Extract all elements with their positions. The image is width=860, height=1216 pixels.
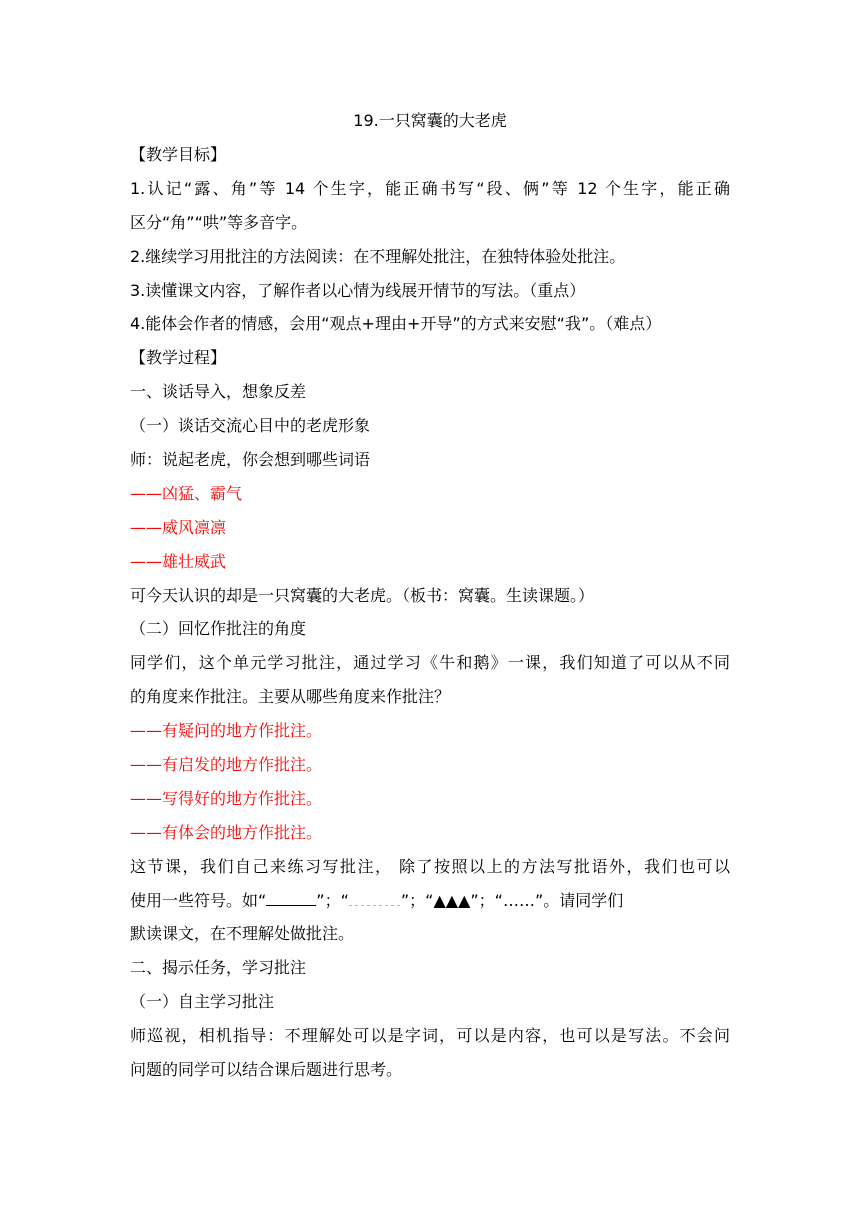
objective-2: 2.继续学习用批注的方法阅读：在不理解处批注，在独特体验处批注。 xyxy=(130,246,626,266)
underline-symbol xyxy=(266,890,316,905)
objective-1-line-1: 1.认记“露、角”等 14 个生字，能正确书写“段、俩”等 12 个生字，能正确 xyxy=(130,178,730,198)
teacher-question: 师：说起老虎，你会想到哪些词语 xyxy=(130,450,371,470)
recall-paragraph-line-2: 的角度来作批注。主要从哪些角度来作批注？ xyxy=(130,687,451,707)
section-2-1-heading: （一）自主学习批注 xyxy=(130,992,275,1012)
practice-paragraph-line-1: 这节课，我们自己来练习写批注， 除了按照以上的方法写批语外，我们也可以 xyxy=(130,856,730,876)
objective-4: 4.能体会作者的情感，会用“观点+理由+开导”的方式来安慰“我”。（难点） xyxy=(130,314,662,334)
section-1-1-heading: （一）谈话交流心目中的老虎形象 xyxy=(130,416,371,436)
wavy-underline-symbol xyxy=(349,891,401,905)
section-1-heading: 一、谈话导入，想象反差 xyxy=(130,382,307,402)
annotation-angle: ——有启发的地方作批注。 xyxy=(130,755,323,775)
answer-word: ——凶猛、霸气 xyxy=(130,483,243,503)
practice-text: ”；“ xyxy=(316,890,349,910)
practice-paragraph-line-2 xyxy=(130,884,730,918)
objective-3: 3.读懂课文内容，了解作者以心情为线展开情节的写法。（重点） xyxy=(130,280,586,300)
today-paragraph: 可今天认识的却是一只窝囊的大老虎。（板书：窝囊。生读课题。） xyxy=(130,585,595,605)
process-heading: 【教学过程】 xyxy=(130,348,227,368)
lesson-title: 19.一只窝囊的大老虎 xyxy=(353,111,507,130)
annotation-angle: ——写得好的地方作批注。 xyxy=(130,788,323,808)
guide-paragraph-line-1: 师巡视，相机指导：不理解处可以是字词，可以是内容，也可以是写法。不会问 xyxy=(130,1026,730,1046)
section-2-heading: 二、揭示任务，学习批注 xyxy=(130,958,307,978)
practice-paragraph-line-3: 默读课文，在不理解处做批注。 xyxy=(130,924,355,944)
section-1-2-heading: （二）回忆作批注的角度 xyxy=(130,619,307,639)
guide-paragraph-line-2: 问题的同学可以结合课后题进行思考。 xyxy=(130,1060,403,1080)
document-page xyxy=(130,104,730,1087)
annotation-angle: ——有体会的地方作批注。 xyxy=(130,822,323,842)
annotation-angle: ——有疑问的地方作批注。 xyxy=(130,721,323,741)
answer-word: ——威风凛凛 xyxy=(130,517,227,537)
objectives-heading: 【教学目标】 xyxy=(130,145,227,164)
practice-text: 使用一些符号。如“ xyxy=(130,890,267,910)
practice-text: ”；“▲▲▲”；“……”。请同学们 xyxy=(400,890,624,910)
recall-paragraph-line-1: 同学们，这个单元学习批注，通过学习《牛和鹅》一课，我们知道了可以从不同 xyxy=(130,653,730,673)
answer-word: ——雄壮威武 xyxy=(130,551,227,571)
objective-1-line-2: 区分“角”“哄”等多音字。 xyxy=(130,212,308,232)
